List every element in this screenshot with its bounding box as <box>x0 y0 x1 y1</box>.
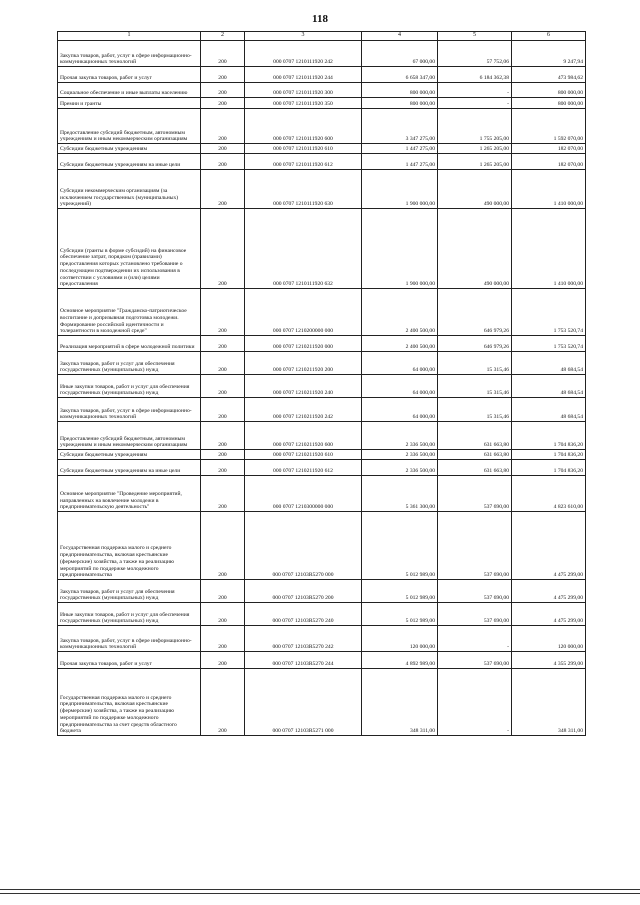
row-remainder-cell: 48 684,54 <box>512 398 586 422</box>
row-approved-cell: 5 012 989,00 <box>362 603 438 626</box>
row-executed-cell: 537 690,00 <box>438 476 512 512</box>
row-remainder-cell: 4 475 299,00 <box>512 580 586 603</box>
row-budget-code-cell: 000 0707 1210211920 600 <box>245 422 362 450</box>
row-approved-cell: 2 400 500,00 <box>362 336 438 352</box>
row-remainder-cell: 120 000,00 <box>512 626 586 652</box>
row-executed-cell: - <box>438 626 512 652</box>
row-name-cell: Прочая закупка товаров, работ и услуг <box>58 652 201 669</box>
table-row <box>58 460 586 476</box>
row-executed-cell: 631 663,80 <box>438 422 512 450</box>
row-remainder-cell: 4 475 299,00 <box>512 512 586 580</box>
row-name-cell: Предоставление субсидий бюджетным, автономным учреждениям и иным некоммерческим организациям <box>58 109 201 144</box>
table-row <box>58 83 586 98</box>
table-row <box>58 422 586 450</box>
row-executed-cell: 537 690,00 <box>438 652 512 669</box>
table-row <box>58 375 586 398</box>
row-name-cell: Субсидии некоммерческим организациям (за исключением государственных (муниципальных) учреждений) <box>58 170 201 209</box>
row-approved-cell: 64 000,00 <box>362 375 438 398</box>
table-row <box>58 580 586 603</box>
table-row <box>58 98 586 109</box>
row-remainder-cell: 9 247,94 <box>512 41 586 67</box>
row-executed-cell: 490 000,00 <box>438 209 512 289</box>
row-budget-code-cell: 000 0707 1210111920 242 <box>245 41 362 67</box>
table-row <box>58 626 586 652</box>
row-executed-cell: 15 315,46 <box>438 375 512 398</box>
row-executed-cell: - <box>438 98 512 109</box>
row-line-code-cell: 200 <box>201 67 245 83</box>
row-line-code-cell: 200 <box>201 398 245 422</box>
row-budget-code-cell: 000 0707 1210200000 000 <box>245 289 362 336</box>
row-approved-cell: 64 000,00 <box>362 398 438 422</box>
row-approved-cell: 2 336 500,00 <box>362 450 438 460</box>
row-budget-code-cell: 000 0707 12103R5270 244 <box>245 652 362 669</box>
row-budget-code-cell: 000 0707 1210300000 000 <box>245 476 362 512</box>
row-budget-code-cell: 000 0707 1210211920 000 <box>245 336 362 352</box>
row-approved-cell: 5 361 300,00 <box>362 476 438 512</box>
table-row <box>58 170 586 209</box>
row-name-cell: Реализация мероприятий в сфере молодежной политики <box>58 336 201 352</box>
row-line-code-cell: 200 <box>201 144 245 154</box>
row-approved-cell: 5 012 989,00 <box>362 512 438 580</box>
row-line-code-cell: 200 <box>201 170 245 209</box>
row-line-code-cell: 200 <box>201 83 245 98</box>
row-name-cell: Премии и гранты <box>58 98 201 109</box>
column-header: 3 <box>245 32 362 41</box>
column-header: 5 <box>438 32 512 41</box>
row-name-cell: Субсидии (гранты в форме субсидий) на финансовое обеспечение затрат, порядком (правилами) предоставления которых установлено требование о последующем подтверждении их использования в соответствии с условиями и (или) целями предоставления <box>58 209 201 289</box>
table-row <box>58 289 586 336</box>
row-name-cell: Субсидии бюджетным учреждениям на иные цели <box>58 154 201 170</box>
row-budget-code-cell: 000 0707 12103R5270 242 <box>245 626 362 652</box>
row-line-code-cell: 200 <box>201 154 245 170</box>
row-remainder-cell: 182 070,00 <box>512 154 586 170</box>
row-line-code-cell: 200 <box>201 450 245 460</box>
row-name-cell: Иные закупки товаров, работ и услуг для обеспечения государственных (муниципальных) нужд <box>58 603 201 626</box>
row-approved-cell: 5 012 989,00 <box>362 580 438 603</box>
row-budget-code-cell: 000 0707 1210211920 610 <box>245 450 362 460</box>
table-row <box>58 603 586 626</box>
page-number: 118 <box>312 13 328 25</box>
row-name-cell: Государственная поддержка малого и среднего предпринимательства, включая крестьянские (фермерские) хозяйства, а также на реализацию мероприятий по поддержке молодежного предпринимательства за счет средств областного бюджета <box>58 669 201 736</box>
row-budget-code-cell: 000 0707 1210111920 612 <box>245 154 362 170</box>
row-approved-cell: 2 336 500,00 <box>362 460 438 476</box>
row-executed-cell: - <box>438 83 512 98</box>
row-executed-cell: 631 663,80 <box>438 460 512 476</box>
row-remainder-cell: 48 684,54 <box>512 375 586 398</box>
row-remainder-cell: 473 984,62 <box>512 67 586 83</box>
row-line-code-cell: 200 <box>201 41 245 67</box>
row-executed-cell: 57 752,06 <box>438 41 512 67</box>
row-line-code-cell: 200 <box>201 626 245 652</box>
row-budget-code-cell: 000 0707 12103R5270 240 <box>245 603 362 626</box>
row-line-code-cell: 200 <box>201 375 245 398</box>
row-line-code-cell: 200 <box>201 512 245 580</box>
table-row <box>58 652 586 669</box>
row-remainder-cell: 1 704 836,20 <box>512 450 586 460</box>
row-approved-cell: 2 400 500,00 <box>362 289 438 336</box>
row-budget-code-cell: 000 0707 1210111920 350 <box>245 98 362 109</box>
table-row <box>58 154 586 170</box>
row-name-cell: Прочая закупка товаров, работ и услуг <box>58 67 201 83</box>
row-executed-cell: 1 755 205,00 <box>438 109 512 144</box>
row-line-code-cell: 200 <box>201 352 245 375</box>
row-executed-cell: 646 979,26 <box>438 336 512 352</box>
row-approved-cell: 800 000,00 <box>362 98 438 109</box>
row-budget-code-cell: 000 0707 1210111920 632 <box>245 209 362 289</box>
row-budget-code-cell: 000 0707 1210211920 612 <box>245 460 362 476</box>
page-bottom-divider <box>0 889 640 890</box>
row-executed-cell: 15 315,46 <box>438 352 512 375</box>
table-row <box>58 209 586 289</box>
table-row <box>58 398 586 422</box>
row-approved-cell: 120 000,00 <box>362 626 438 652</box>
row-name-cell: Закупка товаров, работ, услуг в сфере информационно-коммуникационных технологий <box>58 626 201 652</box>
row-budget-code-cell: 000 0707 12103R5271 000 <box>245 669 362 736</box>
column-header: 1 <box>58 32 201 41</box>
row-executed-cell: 646 979,26 <box>438 289 512 336</box>
table-row <box>58 476 586 512</box>
row-approved-cell: 64 000,00 <box>362 352 438 375</box>
row-name-cell: Иные закупки товаров, работ и услуг для обеспечения государственных (муниципальных) нужд <box>58 375 201 398</box>
row-name-cell: Предоставление субсидий бюджетным, автономным учреждениям и иным некоммерческим организациям <box>58 422 201 450</box>
row-approved-cell: 1 900 000,00 <box>362 209 438 289</box>
row-remainder-cell: 800 000,00 <box>512 83 586 98</box>
row-approved-cell: 2 336 500,00 <box>362 422 438 450</box>
row-remainder-cell: 1 753 520,74 <box>512 289 586 336</box>
row-remainder-cell: 182 070,00 <box>512 144 586 154</box>
table-row <box>58 41 586 67</box>
budget-execution-table <box>57 31 586 736</box>
row-executed-cell: - <box>438 669 512 736</box>
row-budget-code-cell: 000 0707 1210111920 630 <box>245 170 362 209</box>
row-approved-cell: 1 447 275,00 <box>362 144 438 154</box>
row-executed-cell: 537 690,00 <box>438 512 512 580</box>
table-row <box>58 512 586 580</box>
row-budget-code-cell: 000 0707 1210111920 600 <box>245 109 362 144</box>
row-line-code-cell: 200 <box>201 476 245 512</box>
page-bottom-divider <box>0 893 640 894</box>
row-name-cell: Закупка товаров, работ, услуг в сфере информационно-коммуникационных технологий <box>58 41 201 67</box>
row-name-cell: Закупка товаров, работ, услуг в сфере информационно-коммуникационных технологий <box>58 398 201 422</box>
row-line-code-cell: 200 <box>201 209 245 289</box>
row-line-code-cell: 200 <box>201 98 245 109</box>
row-remainder-cell: 348 311,00 <box>512 669 586 736</box>
row-remainder-cell: 1 592 070,00 <box>512 109 586 144</box>
row-line-code-cell: 200 <box>201 652 245 669</box>
row-name-cell: Государственная поддержка малого и среднего предпринимательства, включая крестьянские (фермерские) хозяйства, а также на реализацию мероприятий по поддержке молодежного предпринимательства <box>58 512 201 580</box>
table-row <box>58 352 586 375</box>
row-budget-code-cell: 000 0707 1210211920 242 <box>245 398 362 422</box>
row-line-code-cell: 200 <box>201 460 245 476</box>
row-executed-cell: 490 000,00 <box>438 170 512 209</box>
row-name-cell: Закупка товаров, работ и услуг для обеспечения государственных (муниципальных) нужд <box>58 352 201 375</box>
table-row <box>58 144 586 154</box>
row-executed-cell: 6 184 362,38 <box>438 67 512 83</box>
row-approved-cell: 3 347 275,00 <box>362 109 438 144</box>
table-row <box>58 336 586 352</box>
row-remainder-cell: 1 410 000,00 <box>512 209 586 289</box>
table-row <box>58 109 586 144</box>
row-approved-cell: 1 447 275,00 <box>362 154 438 170</box>
row-budget-code-cell: 000 0707 1210111920 300 <box>245 83 362 98</box>
row-remainder-cell: 1 410 000,00 <box>512 170 586 209</box>
row-name-cell: Основное мероприятие "Гражданско-патриотическое воспитание и допризывная подготовка молодежи. Формирование российской идентичности и толерантности в молодежной среде" <box>58 289 201 336</box>
column-header: 2 <box>201 32 245 41</box>
row-remainder-cell: 4 823 610,00 <box>512 476 586 512</box>
row-budget-code-cell: 000 0707 1210111920 610 <box>245 144 362 154</box>
row-budget-code-cell: 000 0707 1210211920 240 <box>245 375 362 398</box>
table-row <box>58 67 586 83</box>
row-budget-code-cell: 000 0707 1210111920 244 <box>245 67 362 83</box>
row-line-code-cell: 200 <box>201 336 245 352</box>
row-approved-cell: 800 000,00 <box>362 83 438 98</box>
row-line-code-cell: 200 <box>201 603 245 626</box>
table-row <box>58 450 586 460</box>
row-executed-cell: 15 315,46 <box>438 398 512 422</box>
row-remainder-cell: 4 475 299,00 <box>512 603 586 626</box>
row-executed-cell: 1 265 205,00 <box>438 144 512 154</box>
row-executed-cell: 631 663,80 <box>438 450 512 460</box>
row-budget-code-cell: 000 0707 12103R5270 200 <box>245 580 362 603</box>
row-approved-cell: 6 658 347,00 <box>362 67 438 83</box>
row-line-code-cell: 200 <box>201 669 245 736</box>
row-line-code-cell: 200 <box>201 109 245 144</box>
row-line-code-cell: 200 <box>201 289 245 336</box>
row-name-cell: Субсидии бюджетным учреждениям <box>58 144 201 154</box>
row-approved-cell: 348 311,00 <box>362 669 438 736</box>
row-budget-code-cell: 000 0707 1210211920 200 <box>245 352 362 375</box>
row-line-code-cell: 200 <box>201 422 245 450</box>
row-name-cell: Закупка товаров, работ и услуг для обеспечения государственных (муниципальных) нужд <box>58 580 201 603</box>
column-header: 6 <box>512 32 586 41</box>
row-name-cell: Субсидии бюджетным учреждениям на иные цели <box>58 460 201 476</box>
row-executed-cell: 537 690,00 <box>438 603 512 626</box>
row-name-cell: Основное мероприятие "Проведение мероприятий, направленных на вовлечение молодежи в предпринимательскую деятельность" <box>58 476 201 512</box>
row-remainder-cell: 1 753 520,74 <box>512 336 586 352</box>
row-line-code-cell: 200 <box>201 580 245 603</box>
row-approved-cell: 67 000,00 <box>362 41 438 67</box>
row-approved-cell: 4 892 989,00 <box>362 652 438 669</box>
column-header: 4 <box>362 32 438 41</box>
row-remainder-cell: 48 684,54 <box>512 352 586 375</box>
row-remainder-cell: 4 355 299,00 <box>512 652 586 669</box>
row-name-cell: Субсидии бюджетным учреждениям <box>58 450 201 460</box>
row-remainder-cell: 1 704 836,20 <box>512 460 586 476</box>
row-remainder-cell: 800 000,00 <box>512 98 586 109</box>
table-header-row <box>58 32 586 41</box>
row-approved-cell: 1 900 000,00 <box>362 170 438 209</box>
row-executed-cell: 537 690,00 <box>438 580 512 603</box>
row-remainder-cell: 1 704 836,20 <box>512 422 586 450</box>
row-budget-code-cell: 000 0707 12103R5270 000 <box>245 512 362 580</box>
row-executed-cell: 1 265 205,00 <box>438 154 512 170</box>
table-row <box>58 669 586 736</box>
row-name-cell: Социальное обеспечение и иные выплаты населению <box>58 83 201 98</box>
